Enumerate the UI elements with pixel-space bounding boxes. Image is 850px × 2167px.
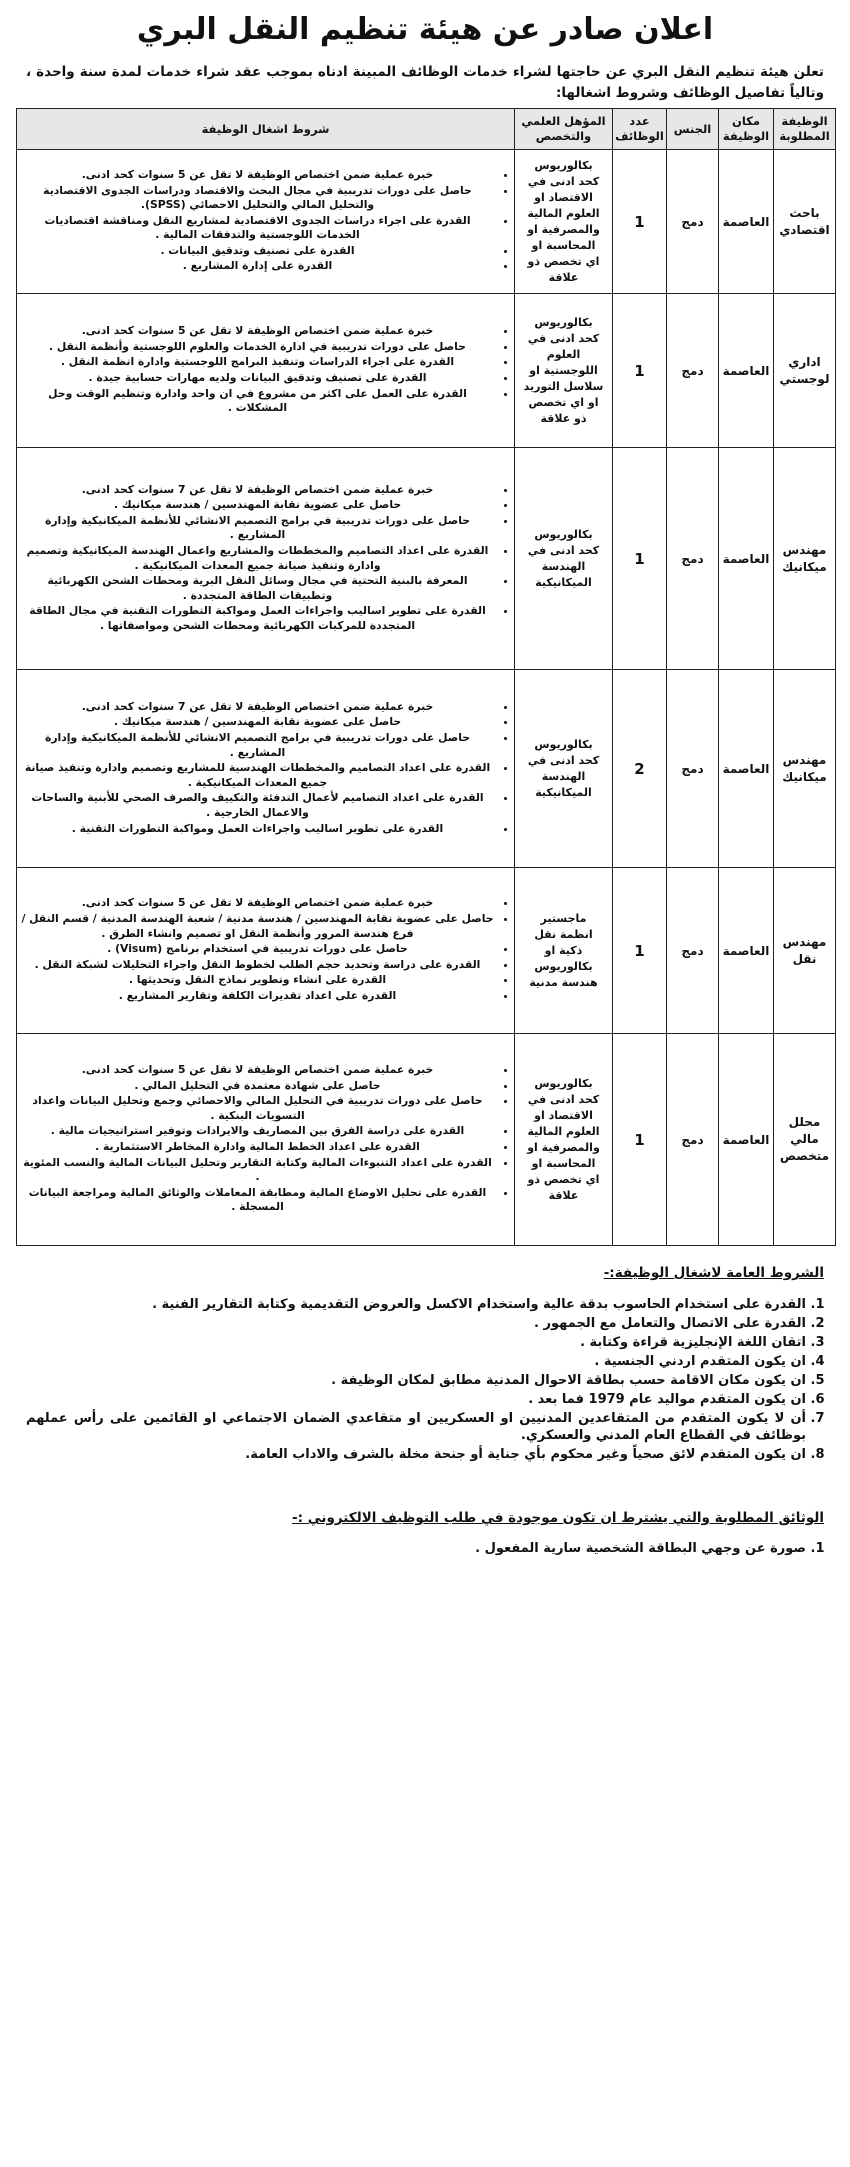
job-location: العاصمة (719, 868, 774, 1034)
job-count: 1 (613, 150, 667, 294)
duty-item: • القدرة على اعداد الخطط المالية وادارة المخاطر الاستثمارية . (21, 1140, 494, 1155)
duty-item: • خبرة عملية ضمن اختصاص الوظيفة لا تقل عن 5 سنوات كحد ادنى. (21, 168, 494, 183)
duty-item: • حاصل على دورات تدريبية في مجال البحث والاقتصاد ودراسات الجدوى الاقتصادية والتحليل المالي والتحليل الاحصائي (SPSS). (21, 184, 494, 213)
job-location: العاصمة (719, 294, 774, 448)
duty-item: • القدرة على تطوير اساليب واجراءات العمل ومواكبة التطورات التقنية . (21, 822, 494, 837)
duty-item: • القدرة على اعداد التصاميم والمخططات والمشاريع واعمال الهندسة الميكانيكية وتصميم وادارة وتنفيذ صيانة جميع المعدات الميكانيكية . (21, 544, 494, 573)
job-gender: دمج (667, 448, 719, 670)
list-item: 1. صورة عن وجهي البطاقة الشخصية سارية المفعول . (26, 1540, 806, 1557)
duty-item: • القدرة على إدارة المشاريع . (21, 259, 494, 274)
list-item: 3. اتقان اللغة الإنجليزية قراءة وكتابة . (26, 1334, 806, 1351)
general-conditions-list (26, 1296, 828, 1465)
duty-item: • خبرة عملية ضمن اختصاص الوظيفة لا تقل عن 5 سنوات كحد ادنى. (21, 1063, 494, 1078)
duty-item: • القدرة على دراسة الفرق بين المصاريف والايرادات وتوفير استراتيجيات مالية . (21, 1124, 494, 1139)
duty-item: • حاصل على عضوية نقابة المهندسين / هندسة مدنية / شعبة الهندسة المدنية / قسم النقل / فرع هندسة المرور وأنظمة النقل او تصميم وانشاء الطرق . (21, 912, 494, 941)
table-row (17, 448, 836, 670)
duty-item: • حاصل على عضوية نقابة المهندسين / هندسة ميكانيك . (21, 715, 494, 730)
job-count: 1 (613, 1034, 667, 1246)
job-qualification: بكالوريوس كحد ادنى في الهندسة الميكانيكية (515, 448, 613, 670)
job-location: العاصمة (719, 1034, 774, 1246)
job-qualification: ماجستير انظمة نقل ذكية او بكالوريوس هندسة مدنية (515, 868, 613, 1034)
job-title: محلل مالي متخصص (774, 1034, 836, 1246)
duty-item: • حاصل على دورات تدريبية في برامج التصميم الانشائي للأنظمة الميكانيكية وإدارة المشاريع . (21, 731, 494, 760)
page-title: اعلان صادر عن هيئة تنظيم النقل البري (136, 12, 714, 47)
job-count: 2 (613, 670, 667, 868)
list-item: 5. ان يكون مكان الاقامة حسب بطاقة الاحوال المدنية مطابق لمكان الوظيفة . (26, 1372, 806, 1389)
job-gender: دمج (667, 150, 719, 294)
job-gender: دمج (667, 868, 719, 1034)
duty-item: • حاصل على دورات تدريبية في برامج التصميم الانشائي للأنظمة الميكانيكية وإدارة المشاريع . (21, 514, 494, 543)
job-gender: دمج (667, 294, 719, 448)
job-duties (17, 868, 515, 1034)
job-count: 1 (613, 294, 667, 448)
documents-heading: الوثائق المطلوبة والتي يشترط ان تكون موجودة في طلب التوظيف الالكتروني :- (292, 1510, 824, 1526)
duty-item: • القدرة على تطوير اساليب واجراءات العمل ومواكبة التطورات التقنية في مجال الطاقة المتجددة للمركبات الكهربائية ومحطات الشحن ومواصفاتها . (21, 604, 494, 633)
header-job: الوظيفة المطلوبة (774, 109, 836, 150)
table-header-row (17, 109, 836, 150)
job-duties (17, 294, 515, 448)
table-row (17, 868, 836, 1034)
duty-item: • القدرة على تصنيف وتدقيق البيانات . (21, 244, 494, 259)
job-location: العاصمة (719, 150, 774, 294)
duty-item: • القدرة على العمل على اكثر من مشروع في ان واحد وادارة وتنظيم الوقت وحل المشكلات . (21, 387, 494, 416)
job-qualification: بكالوريوس كحد ادنى في الاقتصاد او العلوم المالية والمصرفية او المحاسبة او اي تخصص ذو علاقة (515, 150, 613, 294)
duty-item: • خبرة عملية ضمن اختصاص الوظيفة لا تقل عن 5 سنوات كحد ادنى. (21, 324, 494, 339)
header-location: مكان الوظيفة (719, 109, 774, 150)
duty-item: • حاصل على شهادة معتمدة في التحليل المالي . (21, 1079, 494, 1094)
header-count: عدد الوظائف (613, 109, 667, 150)
job-title: مهندس ميكانيك (774, 448, 836, 670)
table-row (17, 670, 836, 868)
job-location: العاصمة (719, 670, 774, 868)
duty-item: • القدرة على اجراء دراسات الجدوى الاقتصادية لمشاريع النقل ومناقشة اقتصاديات الخدمات اللوجستية والتدفقات المالية . (21, 214, 494, 243)
duty-item: • حاصل على دورات تدريبية في ادارة الخدمات والعلوم اللوجستية وأنظمة النقل . (21, 340, 494, 355)
table-row (17, 1034, 836, 1246)
duty-item: • القدرة على انشاء وتطوير نماذج النقل وتحديثها . (21, 973, 494, 988)
list-item: 6. ان يكون المتقدم مواليد عام 1979 فما بعد . (26, 1391, 806, 1408)
duty-item: • القدرة على تصنيف وتدقيق البيانات ولديه مهارات حسابية جيدة . (21, 371, 494, 386)
general-conditions-heading: الشروط العامة لاشغال الوظيفة:- (603, 1265, 824, 1281)
job-gender: دمج (667, 1034, 719, 1246)
job-location: العاصمة (719, 448, 774, 670)
duty-item: • خبرة عملية ضمن اختصاص الوظيفة لا تقل عن 7 سنوات كحد ادنى. (21, 483, 494, 498)
intro-paragraph: تعلن هيئة تنظيم النقل البري عن حاجتها لشراء خدمات الوظائف المبينة ادناه بموجب عقد شراء خدمات لمدة سنة واحدة ، وتالياً تفاصيل الوظائف وشروط اشغالها: (26, 64, 824, 101)
job-count: 1 (613, 868, 667, 1034)
duty-item: • حاصل على عضوية نقابة المهندسين / هندسة ميكانيك . (21, 498, 494, 513)
duty-item: • القدرة على دراسة وتحديد حجم الطلب لخطوط النقل واجراء التحليلات لشبكة النقل . (21, 958, 494, 973)
list-item: 1. القدرة على استخدام الحاسوب بدقة عالية واستخدام الاكسل والعروض التقديمية وكتابة التقارير الفنية . (26, 1296, 806, 1313)
job-title: اداري لوجستي (774, 294, 836, 448)
duty-item: • القدرة على اعداد التصاميم والمخططات الهندسية للمشاريع وتصميم وادارة وتنفيذ صيانة جميع المعدات الميكانيكية . (21, 761, 494, 790)
job-title: باحث اقتصادي (774, 150, 836, 294)
duty-item: • حاصل على دورات تدريبية في استخدام برنامج (Visum) . (21, 942, 494, 957)
job-duties (17, 1034, 515, 1246)
header-gender: الجنس (667, 109, 719, 150)
documents-list (26, 1540, 828, 1559)
duty-item: • القدرة على اعداد تقديرات الكلفة وتقارير المشاريع . (21, 989, 494, 1004)
duty-item: • القدرة على تحليل الاوضاع المالية ومطابقة المعاملات والوثائق المالية ومراجعة البيانات المسجلة . (21, 1186, 494, 1215)
header-duties: شروط اشغال الوظيفة (17, 109, 515, 150)
job-title: مهندس ميكانيك (774, 670, 836, 868)
job-count: 1 (613, 448, 667, 670)
job-title: مهندس نقل (774, 868, 836, 1034)
job-duties (17, 448, 515, 670)
duty-item: • خبرة عملية ضمن اختصاص الوظيفة لا تقل عن 5 سنوات كحد ادنى. (21, 896, 494, 911)
duty-item: • خبرة عملية ضمن اختصاص الوظيفة لا تقل عن 7 سنوات كحد ادنى. (21, 700, 494, 715)
header-qualification: المؤهل العلمي والتخصص (515, 109, 613, 150)
job-qualification: بكالوريوس كحد ادنى في الاقتصاد او العلوم المالية والمصرفية او المحاسبة او اي تخصص ذو علاقة (515, 1034, 613, 1246)
table-row (17, 294, 836, 448)
list-item: 7. أن لا يكون المتقدم من المتقاعدين المدنيين او العسكريين او متقاعدي الضمان الاجتماعي او القائمين على رأس عملهم بوظائف في القطاع العام المدني والعسكري. (26, 1410, 806, 1444)
duty-item: • القدرة على اعداد التصاميم لأعمال التدفئة والتكييف والصرف الصحي للأبنية والساحات والاعمال الخارجية . (21, 791, 494, 820)
duty-item: • حاصل على دورات تدريبية في التحليل المالي والاحصائي وجمع وتحليل البيانات واعداد التسويات البنكية . (21, 1094, 494, 1123)
job-qualification: بكالوريوس كحد ادنى في العلوم اللوجستية او سلاسل التوريد او اي تخصص ذو علاقة (515, 294, 613, 448)
duty-item: • المعرفة بالبنية التحتية في مجال وسائل النقل البرية ومحطات الشحن الكهربائية وتطبيقات الطاقة المتجددة . (21, 574, 494, 603)
job-duties (17, 150, 515, 294)
list-item: 8. ان يكون المتقدم لائق صحياً وغير محكوم بأي جناية أو جنحة مخلة بالشرف والاداب العامة. (26, 1446, 806, 1463)
job-qualification: بكالوريوس كحد ادنى في الهندسة الميكانيكية (515, 670, 613, 868)
list-item: 4. ان يكون المتقدم اردني الجنسية . (26, 1353, 806, 1370)
jobs-table (16, 108, 836, 1246)
duty-item: • القدرة على اعداد التنبوءات المالية وكتابة التقارير وتحليل البيانات المالية والنسب المئوية . (21, 1156, 494, 1185)
job-gender: دمج (667, 670, 719, 868)
job-duties (17, 670, 515, 868)
list-item: 2. القدرة على الاتصال والتعامل مع الجمهور . (26, 1315, 806, 1332)
duty-item: • القدرة على اجراء الدراسات وتنفيذ البرامج اللوجستية وادارة انظمة النقل . (21, 355, 494, 370)
table-row (17, 150, 836, 294)
